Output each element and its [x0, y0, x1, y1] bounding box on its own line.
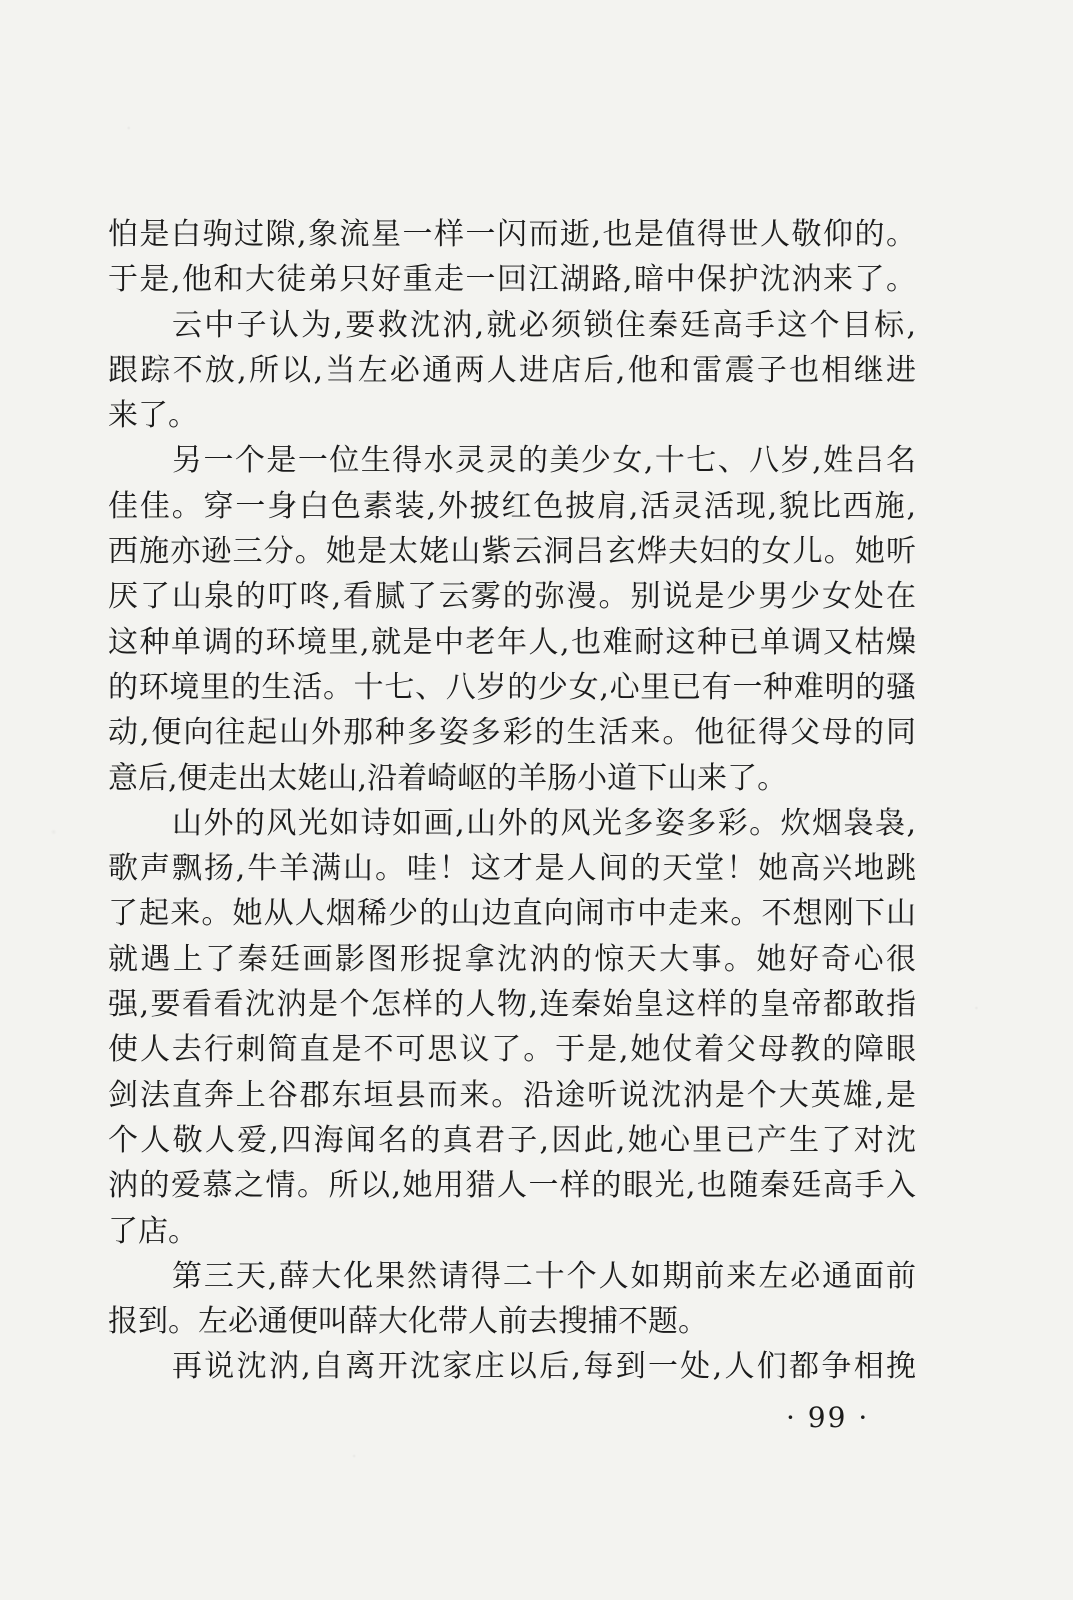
text-line: 怕是白驹过隙,象流星一样一闪而逝,也是值得世人敬仰的。: [108, 217, 916, 252]
text-line: 歌声飘扬,牛羊满山。哇！这才是人间的天堂！她高兴地跳: [108, 851, 916, 887]
text-line: 动,便向往起山外那种多姿多彩的生活来。他征得父母的同: [108, 715, 916, 751]
text-line: 了起来。她从人烟稀少的山边直向闹市中走来。不想刚下山: [108, 896, 916, 932]
text-line: 跟踪不放,所以,当左必通两人进店后,他和雷震子也相继进: [108, 352, 916, 388]
paragraph-start-line: 另一个是一位生得水灵灵的美少女,十七、八岁,姓吕名: [172, 443, 916, 479]
paragraph-end-line: 意后,便走出太姥山,沿着崎岖的羊肠小道下山来了。: [108, 760, 788, 796]
text-line: 汭的爱慕之情。所以,她用猎人一样的眼光,也随秦廷高手入: [108, 1168, 916, 1204]
paragraph-start-line: 第三天,薛大化果然请得二十个人如期前来左必通面前: [172, 1258, 916, 1294]
paragraph-start-line: 再说沈汭,自离开沈家庄以后,每到一处,人们都争相挽: [172, 1349, 916, 1385]
text-line: 佳佳。穿一身白色素装,外披红色披肩,活灵活现,貌比西施,: [108, 488, 916, 524]
book-page-text: [108, 212, 916, 1390]
text-line: 于是,他和大徒弟只好重走一回江湖路,暗中保护沈汭来了。: [108, 262, 916, 298]
text-line: 这种单调的环境里,就是中老年人,也难耐这种已单调又枯燥: [108, 624, 916, 660]
paragraph-end-line: 来了。: [108, 398, 198, 434]
page-number: · 99 ·: [786, 1401, 870, 1434]
text-line: 西施亦逊三分。她是太姥山紫云洞吕玄烨夫妇的女儿。她听: [108, 534, 916, 570]
text-line: 就遇上了秦廷画影图形捉拿沈汭的惊天大事。她好奇心很: [108, 941, 916, 977]
text-line: 的环境里的生活。十七、八岁的少女,心里已有一种难明的骚: [108, 669, 916, 705]
paragraph-end-line: 了店。: [108, 1213, 198, 1249]
paragraph-end-line: 报到。左必通便叫薛大化带人前去搜捕不题。: [108, 1304, 708, 1340]
text-line: 使人去行刺简直是不可思议了。于是,她仗着父母教的障眼: [108, 1032, 916, 1068]
text-line: 剑法直奔上谷郡东垣县而来。沿途听说沈汭是个大英雄,是: [108, 1077, 916, 1113]
text-line: 强,要看看沈汭是个怎样的人物,连秦始皇这样的皇帝都敢指: [108, 987, 916, 1023]
text-line: 个人敬人爱,四海闻名的真君子,因此,她心里已产生了对沈: [108, 1122, 916, 1158]
text-line: 厌了山泉的叮咚,看腻了云雾的弥漫。别说是少男少女处在: [108, 579, 916, 615]
paragraph-start-line: 山外的风光如诗如画,山外的风光多姿多彩。炊烟袅袅,: [172, 805, 916, 841]
paragraph-start-line: 云中子认为,要救沈汭,就必须锁住秦廷高手这个目标,: [172, 307, 916, 343]
